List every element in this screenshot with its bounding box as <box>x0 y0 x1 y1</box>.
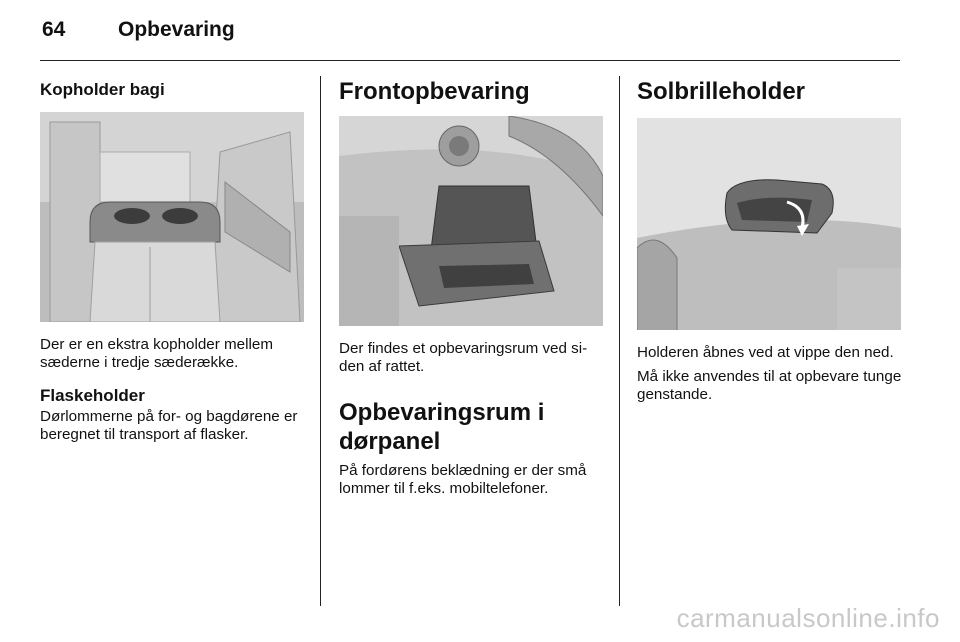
column-front-storage <box>339 74 603 498</box>
column-divider-2 <box>619 76 620 606</box>
section-heading-cupholder: Kopholder bagi <box>40 80 165 99</box>
chapter-title: Opbevaring <box>118 18 235 41</box>
column-divider-1 <box>320 76 321 606</box>
column-cupholder <box>40 74 304 444</box>
cupholder-text: Der er en ekstra kopholder mellem sæderne i tredje sæderække. <box>40 336 273 371</box>
header-rule <box>40 60 900 61</box>
column-sunglasses-holder <box>637 74 903 404</box>
sunglasses-holder-text-1: Holderen åbnes ved at vippe den ned. <box>637 344 894 361</box>
page-header <box>42 18 235 42</box>
section-heading-front-storage: Frontopbevaring <box>339 78 530 105</box>
sunglasses-holder-text-2: Må ikke anvendes til at opbevare tunge genstande. <box>637 368 902 403</box>
bottleholder-text: Dørlommerne på for- og bagdørene er beregnet til transport af flasker. <box>40 408 298 443</box>
door-storage-text: På fordørens beklædning er der små lommer til f.eks. mobiltelefoner. <box>339 462 587 497</box>
cupholder-illustration <box>40 112 304 322</box>
front-storage-illustration <box>339 116 603 326</box>
page-number: 64 <box>42 18 66 41</box>
section-heading-door-storage: Opbevaringsrum i dørpanel <box>339 399 545 455</box>
section-heading-bottleholder: Flaskeholder <box>40 386 145 405</box>
watermark: carmanualsonline.info <box>676 603 940 633</box>
front-storage-text: Der findes et opbevaringsrum ved si-den af rattet. <box>339 340 588 375</box>
sunglasses-holder-illustration <box>637 116 901 330</box>
section-heading-sunglasses-holder: Solbrilleholder <box>637 78 806 105</box>
